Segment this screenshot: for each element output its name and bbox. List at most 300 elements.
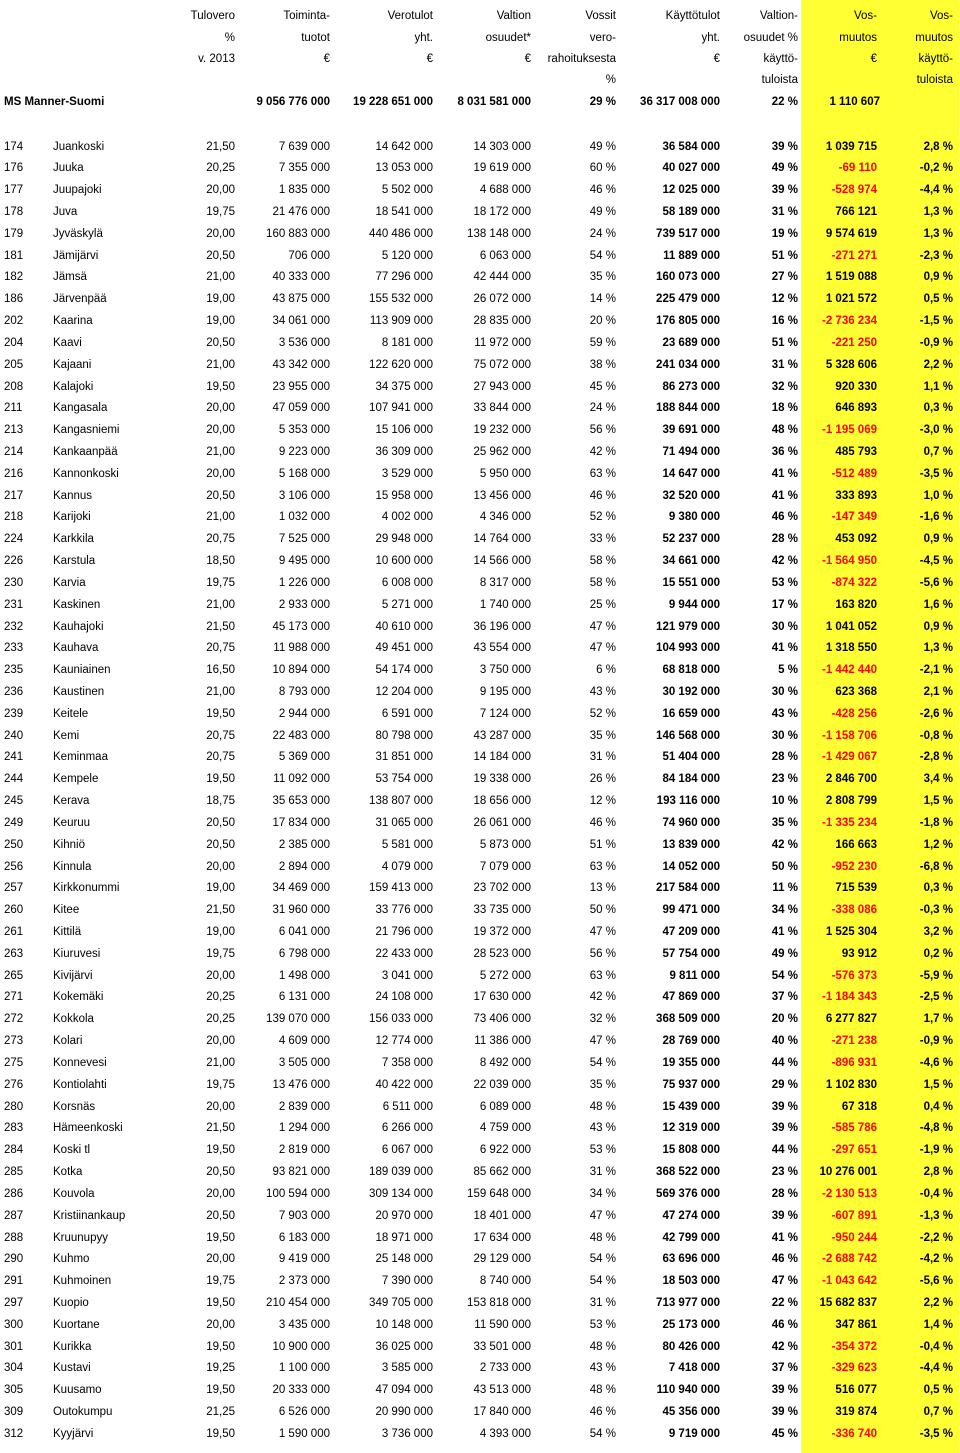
cell-vos-pct: -0,2 % xyxy=(919,162,953,175)
cell-verotulot: 31 851 000 xyxy=(375,751,433,764)
cell-verotulot: 5 120 000 xyxy=(381,249,433,262)
cell-valtion-pct: 40 % xyxy=(771,1035,798,1048)
cell-valtion-pct: 43 % xyxy=(771,707,798,720)
cell-tulovero: 19,00 xyxy=(206,293,235,306)
summary-vossit: 29 % xyxy=(589,96,616,108)
table-row xyxy=(0,420,960,440)
cell-municipality: Kivijärvi xyxy=(53,969,93,982)
cell-valtion-pct: 48 % xyxy=(771,424,798,437)
cell-vos-muutos: 333 893 xyxy=(835,489,877,502)
cell-vos-pct: 1,5 % xyxy=(923,795,953,808)
cell-vos-pct: 2,2 % xyxy=(923,358,953,371)
cell-valtion: 3 750 000 xyxy=(479,664,531,677)
summary-verotulot: 19 228 651 000 xyxy=(353,96,433,108)
cell-vos-pct: 0,7 % xyxy=(923,1406,953,1419)
cell-municipality: Kuhmoinen xyxy=(53,1275,112,1288)
cell-vos-pct: 1,3 % xyxy=(923,642,953,655)
cell-valtion: 6 922 000 xyxy=(479,1144,531,1157)
cell-valtion-pct: 35 % xyxy=(771,816,798,829)
cell-verotulot: 49 451 000 xyxy=(375,642,433,655)
cell-verotulot: 18 541 000 xyxy=(375,205,433,218)
cell-verotulot: 3 041 000 xyxy=(381,969,433,982)
cell-valtion: 11 386 000 xyxy=(474,1035,531,1048)
header-vos-pct: Vos- xyxy=(929,10,953,22)
cell-toiminta: 3 505 000 xyxy=(278,1056,330,1069)
cell-tulovero: 19,50 xyxy=(206,1296,235,1309)
cell-vos-muutos: -271 271 xyxy=(831,249,877,262)
cell-vossit: 35 % xyxy=(589,729,616,742)
cell-valtion: 8 492 000 xyxy=(479,1056,531,1069)
cell-vossit: 54 % xyxy=(589,1056,616,1069)
cell-vossit: 53 % xyxy=(589,1144,616,1157)
cell-municipality: Kitee xyxy=(53,904,80,917)
cell-municipality: Kemi xyxy=(53,729,80,742)
cell-number: 305 xyxy=(4,1384,24,1397)
cell-valtion-pct: 44 % xyxy=(771,1056,798,1069)
cell-valtion: 17 840 000 xyxy=(473,1406,531,1419)
cell-vos-pct: -2,3 % xyxy=(919,249,953,262)
cell-municipality: Kannonkoski xyxy=(53,467,119,480)
cell-number: 177 xyxy=(4,184,24,197)
cell-valtion: 75 072 000 xyxy=(473,358,531,371)
cell-number: 239 xyxy=(4,707,24,720)
cell-tulovero: 21,50 xyxy=(206,620,235,633)
header-cell: % xyxy=(605,74,616,86)
cell-toiminta: 40 333 000 xyxy=(272,271,330,284)
table-row xyxy=(0,966,960,986)
cell-vossit: 12 % xyxy=(589,795,616,808)
cell-tulovero: 19,75 xyxy=(206,576,235,589)
cell-municipality: Kankaanpää xyxy=(53,445,118,458)
cell-kayttotulot: 84 184 000 xyxy=(662,773,720,786)
cell-vos-pct: -0,4 % xyxy=(919,1187,953,1200)
cell-number: 224 xyxy=(4,533,24,546)
cell-vos-pct: -1,3 % xyxy=(919,1209,953,1222)
cell-municipality: Juuka xyxy=(53,162,84,175)
cell-valtion: 33 844 000 xyxy=(473,402,531,415)
cell-vos-pct: 1,4 % xyxy=(923,1318,953,1331)
table-row xyxy=(0,333,960,353)
cell-verotulot: 6 511 000 xyxy=(382,1100,433,1113)
cell-number: 181 xyxy=(4,249,24,262)
cell-verotulot: 5 502 000 xyxy=(381,184,433,197)
cell-kayttotulot: 368 509 000 xyxy=(656,1013,720,1026)
cell-vos-pct: 3,4 % xyxy=(923,773,953,786)
cell-municipality: Juupajoki xyxy=(53,184,102,197)
header-vossit: Vossit xyxy=(585,10,616,22)
cell-valtion-pct: 39 % xyxy=(771,1122,798,1135)
cell-number: 276 xyxy=(4,1078,24,1091)
cell-vossit: 46 % xyxy=(589,184,616,197)
cell-valtion: 17 634 000 xyxy=(473,1231,531,1244)
cell-municipality: Kiuruvesi xyxy=(53,947,101,960)
cell-valtion-pct: 22 % xyxy=(771,1296,798,1309)
cell-municipality: Korsnäs xyxy=(53,1100,96,1113)
cell-vos-muutos: 1 102 830 xyxy=(825,1078,877,1091)
cell-vossit: 33 % xyxy=(589,533,616,546)
table-row xyxy=(0,922,960,942)
cell-toiminta: 17 834 000 xyxy=(272,816,330,829)
table-row xyxy=(0,900,960,920)
cell-toiminta: 210 454 000 xyxy=(266,1296,330,1309)
cell-valtion: 5 873 000 xyxy=(479,838,531,851)
header-row-4 xyxy=(0,70,960,90)
cell-verotulot: 6 067 000 xyxy=(381,1144,433,1157)
cell-vos-pct: 0,7 % xyxy=(923,445,953,458)
cell-vossit: 42 % xyxy=(589,445,616,458)
cell-vossit: 32 % xyxy=(589,1013,616,1026)
cell-number: 216 xyxy=(4,467,24,480)
cell-toiminta: 1 032 000 xyxy=(278,511,330,524)
cell-verotulot: 36 309 000 xyxy=(375,445,433,458)
cell-vos-pct: -0,9 % xyxy=(919,336,953,349)
cell-verotulot: 7 390 000 xyxy=(381,1275,433,1288)
cell-verotulot: 12 774 000 xyxy=(375,1035,433,1048)
cell-vos-muutos: 2 846 700 xyxy=(825,773,877,786)
cell-tulovero: 21,00 xyxy=(206,511,235,524)
cell-kayttotulot: 39 691 000 xyxy=(662,424,720,437)
table-row xyxy=(0,987,960,1007)
cell-valtion: 11 972 000 xyxy=(474,336,531,349)
cell-verotulot: 4 002 000 xyxy=(381,511,433,524)
cell-valtion: 2 733 000 xyxy=(479,1362,531,1375)
cell-number: 283 xyxy=(4,1122,24,1135)
cell-number: 272 xyxy=(4,1013,24,1026)
cell-number: 230 xyxy=(4,576,24,589)
cell-vos-pct: -4,5 % xyxy=(919,555,953,568)
cell-vossit: 43 % xyxy=(589,686,616,698)
cell-toiminta: 43 875 000 xyxy=(272,293,330,306)
cell-toiminta: 47 059 000 xyxy=(272,402,330,415)
table-row xyxy=(0,158,960,178)
cell-kayttotulot: 14 052 000 xyxy=(662,860,720,873)
cell-number: 250 xyxy=(4,838,24,851)
cell-valtion: 28 523 000 xyxy=(473,947,531,960)
summary-valtion-pct: 22 % xyxy=(771,96,798,108)
cell-valtion: 43 287 000 xyxy=(473,729,531,742)
cell-vos-muutos: 920 330 xyxy=(835,380,877,393)
cell-kayttotulot: 19 355 000 xyxy=(662,1056,720,1069)
cell-vossit: 63 % xyxy=(589,860,616,873)
cell-vossit: 56 % xyxy=(589,947,616,960)
table-row xyxy=(0,1315,960,1335)
cell-verotulot: 107 941 000 xyxy=(369,402,433,415)
cell-vossit: 47 % xyxy=(589,642,616,655)
cell-number: 205 xyxy=(4,358,24,371)
cell-valtion: 7 079 000 xyxy=(479,860,531,873)
table-row xyxy=(0,638,960,658)
cell-kayttotulot: 13 839 000 xyxy=(662,838,720,851)
cell-number: 235 xyxy=(4,664,24,677)
cell-kayttotulot: 7 418 000 xyxy=(668,1362,720,1375)
cell-valtion-pct: 5 % xyxy=(778,664,798,677)
table-row xyxy=(0,137,960,157)
cell-vossit: 59 % xyxy=(589,336,616,349)
cell-vos-pct: 0,9 % xyxy=(923,620,953,633)
cell-vos-pct: -4,4 % xyxy=(919,1362,953,1375)
cell-vos-muutos: 1 041 052 xyxy=(825,620,877,633)
cell-vos-muutos: -874 322 xyxy=(831,576,877,589)
cell-vossit: 54 % xyxy=(589,1275,616,1288)
cell-number: 226 xyxy=(4,555,24,568)
cell-valtion: 14 566 000 xyxy=(473,555,531,568)
cell-vos-muutos: -1 564 950 xyxy=(822,555,877,568)
cell-valtion-pct: 46 % xyxy=(771,1318,798,1331)
table-row xyxy=(0,1184,960,1204)
cell-valtion: 13 456 000 xyxy=(473,489,531,502)
cell-vos-muutos: -576 373 xyxy=(831,969,877,982)
cell-kayttotulot: 58 189 000 xyxy=(662,205,720,218)
cell-kayttotulot: 9 944 000 xyxy=(668,598,720,611)
cell-vossit: 46 % xyxy=(589,1406,616,1419)
cell-verotulot: 155 532 000 xyxy=(369,293,433,306)
table-row xyxy=(0,1424,960,1444)
cell-vossit: 14 % xyxy=(589,293,616,306)
cell-vossit: 54 % xyxy=(589,1253,616,1266)
cell-tulovero: 16,50 xyxy=(206,664,235,677)
cell-tulovero: 20,25 xyxy=(206,1013,235,1026)
cell-verotulot: 47 094 000 xyxy=(375,1384,433,1397)
cell-kayttotulot: 15 551 000 xyxy=(662,576,720,589)
cell-municipality: Kaavi xyxy=(53,336,82,349)
cell-toiminta: 2 944 000 xyxy=(278,707,330,720)
header-row-2 xyxy=(0,28,960,48)
cell-number: 265 xyxy=(4,969,24,982)
cell-number: 182 xyxy=(4,271,24,284)
cell-verotulot: 349 705 000 xyxy=(369,1296,433,1309)
cell-verotulot: 3 736 000 xyxy=(381,1427,433,1440)
cell-number: 241 xyxy=(4,751,24,764)
cell-vos-pct: -2,1 % xyxy=(919,664,953,677)
cell-vossit: 63 % xyxy=(589,969,616,982)
cell-toiminta: 100 594 000 xyxy=(266,1187,330,1200)
cell-valtion-pct: 42 % xyxy=(771,1340,798,1353)
table-row xyxy=(0,660,960,680)
cell-vos-muutos: 516 077 xyxy=(835,1384,877,1397)
cell-vossit: 47 % xyxy=(589,620,616,633)
header-tulovero: Tulovero xyxy=(190,10,235,22)
cell-verotulot: 80 798 000 xyxy=(375,729,433,742)
cell-municipality: Kerava xyxy=(53,795,90,808)
cell-number: 291 xyxy=(4,1275,24,1288)
cell-number: 304 xyxy=(4,1362,24,1375)
cell-verotulot: 113 909 000 xyxy=(369,315,433,328)
cell-valtion-pct: 23 % xyxy=(771,1166,798,1179)
cell-tulovero: 20,00 xyxy=(206,860,235,873)
cell-number: 260 xyxy=(4,904,24,917)
table-row xyxy=(0,311,960,331)
cell-municipality: Kirkkonummi xyxy=(53,882,120,895)
cell-vos-muutos: -585 786 xyxy=(831,1122,877,1135)
cell-number: 218 xyxy=(4,511,24,524)
cell-toiminta: 3 435 000 xyxy=(278,1318,330,1331)
cell-vos-pct: 0,9 % xyxy=(923,533,953,546)
cell-vossit: 63 % xyxy=(589,467,616,480)
cell-number: 249 xyxy=(4,816,24,829)
cell-number: 213 xyxy=(4,424,24,437)
cell-tulovero: 18,75 xyxy=(206,795,235,808)
cell-tulovero: 19,75 xyxy=(206,205,235,218)
cell-vos-pct: -0,8 % xyxy=(919,729,953,742)
cell-vos-pct: -3,5 % xyxy=(919,467,953,480)
table-row xyxy=(0,595,960,615)
cell-vos-pct: -0,9 % xyxy=(919,1035,953,1048)
cell-vossit: 60 % xyxy=(589,162,616,175)
cell-verotulot: 14 642 000 xyxy=(375,140,433,153)
cell-tulovero: 20,00 xyxy=(206,1035,235,1048)
cell-municipality: Konnevesi xyxy=(53,1056,107,1069)
cell-number: 178 xyxy=(4,205,24,218)
table-row xyxy=(0,682,960,702)
cell-valtion-pct: 23 % xyxy=(771,773,798,786)
cell-valtion-pct: 45 % xyxy=(771,1427,798,1440)
cell-vos-muutos: 453 092 xyxy=(835,533,877,546)
cell-kayttotulot: 188 844 000 xyxy=(656,402,720,415)
cell-vossit: 54 % xyxy=(589,1427,616,1440)
cell-valtion-pct: 12 % xyxy=(771,293,798,306)
cell-toiminta: 43 342 000 xyxy=(272,358,330,371)
cell-toiminta: 10 894 000 xyxy=(272,664,330,677)
cell-vos-pct: 0,5 % xyxy=(923,1384,953,1397)
cell-kayttotulot: 217 584 000 xyxy=(656,882,720,895)
cell-verotulot: 15 106 000 xyxy=(375,424,433,437)
cell-toiminta: 6 131 000 xyxy=(278,991,330,1004)
cell-vossit: 43 % xyxy=(589,1122,616,1135)
cell-valtion: 18 172 000 xyxy=(473,205,531,218)
cell-number: 290 xyxy=(4,1253,24,1266)
cell-vos-pct: 1,5 % xyxy=(923,1078,953,1091)
cell-valtion-pct: 44 % xyxy=(771,1144,798,1157)
cell-verotulot: 36 025 000 xyxy=(375,1340,433,1353)
cell-kayttotulot: 18 503 000 xyxy=(662,1275,720,1288)
cell-vos-muutos: 715 539 xyxy=(835,882,877,895)
cell-vossit: 24 % xyxy=(589,402,616,415)
cell-tulovero: 21,00 xyxy=(206,598,235,611)
cell-kayttotulot: 57 754 000 xyxy=(662,947,720,960)
cell-valtion: 73 406 000 xyxy=(473,1013,531,1026)
cell-kayttotulot: 34 661 000 xyxy=(662,555,720,568)
cell-verotulot: 20 970 000 xyxy=(375,1209,433,1222)
cell-vos-muutos: -950 244 xyxy=(831,1231,877,1244)
cell-vossit: 42 % xyxy=(589,991,616,1004)
cell-valtion-pct: 16 % xyxy=(771,315,798,328)
cell-vos-pct: -5,6 % xyxy=(919,1275,953,1288)
cell-toiminta: 93 821 000 xyxy=(272,1166,330,1179)
header-cell: tuloista xyxy=(761,74,798,86)
cell-vossit: 54 % xyxy=(589,249,616,262)
cell-kayttotulot: 241 034 000 xyxy=(656,358,720,371)
table-row xyxy=(0,1140,960,1160)
cell-kayttotulot: 225 479 000 xyxy=(656,293,720,306)
cell-municipality: Kauniainen xyxy=(53,664,111,677)
cell-tulovero: 20,00 xyxy=(206,402,235,415)
cell-toiminta: 11 092 000 xyxy=(273,773,330,786)
cell-verotulot: 31 065 000 xyxy=(375,816,433,829)
cell-toiminta: 2 819 000 xyxy=(278,1144,330,1157)
cell-valtion-pct: 39 % xyxy=(771,1406,798,1419)
cell-toiminta: 7 525 000 xyxy=(278,533,330,546)
table-row xyxy=(0,1053,960,1073)
table-row xyxy=(0,1075,960,1095)
cell-vossit: 47 % xyxy=(589,926,616,939)
cell-vossit: 48 % xyxy=(589,1100,616,1113)
cell-verotulot: 53 754 000 xyxy=(375,773,433,786)
cell-verotulot: 5 271 000 xyxy=(381,598,433,611)
cell-verotulot: 12 204 000 xyxy=(375,686,433,698)
cell-municipality: Kihniö xyxy=(53,838,85,851)
cell-valtion-pct: 19 % xyxy=(771,227,798,240)
cell-vos-pct: -0,3 % xyxy=(919,904,953,917)
header-cell: v. 2013 xyxy=(198,53,235,65)
cell-valtion-pct: 31 % xyxy=(771,358,798,371)
cell-number: 275 xyxy=(4,1056,24,1069)
cell-tulovero: 20,00 xyxy=(206,969,235,982)
cell-toiminta: 35 653 000 xyxy=(272,795,330,808)
cell-valtion-pct: 41 % xyxy=(771,467,798,480)
cell-number: 284 xyxy=(4,1144,24,1157)
cell-vos-pct: 2,8 % xyxy=(923,140,953,153)
cell-valtion-pct: 53 % xyxy=(771,576,798,589)
cell-kayttotulot: 32 520 000 xyxy=(662,489,720,502)
header-cell: käyttö- xyxy=(763,53,798,65)
cell-number: 301 xyxy=(4,1340,24,1353)
cell-vos-muutos: -69 110 xyxy=(838,162,877,175)
cell-toiminta: 10 900 000 xyxy=(272,1340,330,1353)
cell-valtion: 29 129 000 xyxy=(473,1253,531,1266)
cell-valtion-pct: 39 % xyxy=(771,184,798,197)
cell-vossit: 43 % xyxy=(589,1362,616,1375)
cell-number: 211 xyxy=(4,402,23,415)
cell-vos-muutos: -528 974 xyxy=(831,184,877,197)
cell-tulovero: 21,50 xyxy=(206,1122,235,1135)
cell-vos-muutos: 93 912 xyxy=(841,947,877,960)
cell-vossit: 31 % xyxy=(589,751,616,764)
cell-verotulot: 3 585 000 xyxy=(381,1362,433,1375)
cell-verotulot: 5 581 000 xyxy=(381,838,433,851)
cell-tulovero: 21,50 xyxy=(206,904,235,917)
table-row xyxy=(0,1162,960,1182)
cell-valtion: 17 630 000 xyxy=(473,991,531,1004)
cell-vos-pct: 2,1 % xyxy=(923,686,953,698)
cell-kayttotulot: 160 073 000 xyxy=(656,271,720,284)
cell-verotulot: 15 958 000 xyxy=(375,489,433,502)
cell-valtion: 22 039 000 xyxy=(473,1078,531,1091)
cell-kayttotulot: 9 811 000 xyxy=(669,969,720,982)
cell-tulovero: 19,50 xyxy=(206,707,235,720)
cell-vos-pct: 0,3 % xyxy=(923,402,953,415)
cell-valtion-pct: 29 % xyxy=(771,1078,798,1091)
cell-kayttotulot: 368 522 000 xyxy=(656,1166,720,1179)
cell-vos-pct: 0,4 % xyxy=(923,1100,953,1113)
cell-municipality: Kaskinen xyxy=(53,598,101,611)
cell-municipality: Karkkila xyxy=(53,533,94,546)
table-row xyxy=(0,573,960,593)
cell-number: 208 xyxy=(4,380,24,393)
euro-symbol: € xyxy=(524,53,531,65)
cell-valtion: 9 195 000 xyxy=(479,686,531,698)
cell-kayttotulot: 713 977 000 xyxy=(656,1296,720,1309)
cell-toiminta: 9 419 000 xyxy=(278,1253,330,1266)
table-row xyxy=(0,289,960,309)
cell-toiminta: 1 498 000 xyxy=(278,969,330,982)
cell-tulovero: 19,50 xyxy=(206,773,235,786)
cell-number: 179 xyxy=(4,227,24,240)
header-valtion-pct: Valtion- xyxy=(759,10,798,22)
cell-valtion-pct: 17 % xyxy=(771,598,798,611)
cell-verotulot: 10 600 000 xyxy=(375,555,433,568)
table-row xyxy=(0,878,960,898)
cell-tulovero: 20,75 xyxy=(206,729,235,742)
